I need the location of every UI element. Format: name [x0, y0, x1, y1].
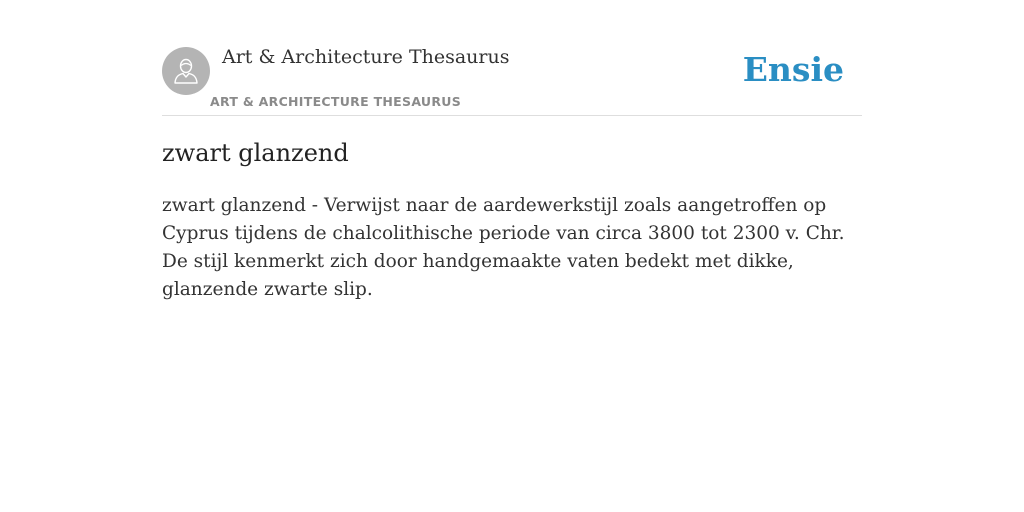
entry-definition: zwart glanzend - Verwijst naar de aardewerkstijl zoals aangetroffen op Cyprus tijdens de chalcolithische periode van circa 3800 tot 2300 v. Chr. De stijl kenmerkt zich door handgemaakte vaten bedekt met dikke, glanzende zwarte slip. [162, 195, 845, 300]
page-content [162, 0, 862, 300]
ensie-logo[interactable]: Ensie [742, 50, 844, 89]
author-name-link[interactable]: Art & Architecture Thesaurus [222, 46, 510, 68]
entry-title: zwart glanzend [162, 139, 349, 167]
user-icon [171, 56, 201, 86]
entry-header [162, 0, 862, 116]
author-avatar[interactable] [162, 47, 210, 95]
source-label[interactable]: ART & ARCHITECTURE THESAURUS [210, 94, 462, 109]
